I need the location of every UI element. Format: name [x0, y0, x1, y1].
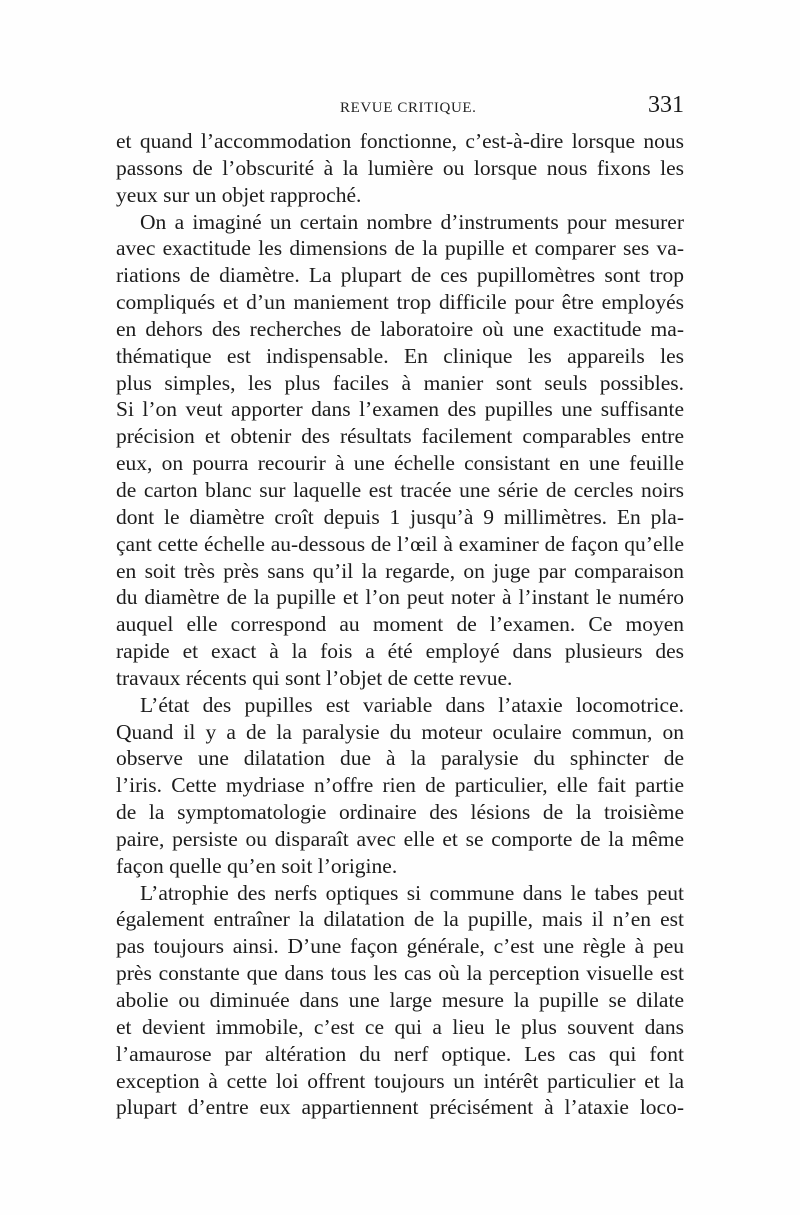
body-text	[116, 128, 684, 1121]
text-line: paire, persiste ou disparaît avec elle et se comporte de la même	[116, 826, 684, 851]
text-line: du diamètre de la pupille et l’on peut noter à l’instant le numéro	[116, 585, 684, 610]
text-line: compliqués et d’un maniement trop difficile pour être employés	[116, 290, 684, 315]
text-line: façon quelle qu’en soit l’origine.	[116, 853, 398, 878]
text-line: et devient immobile, c’est ce qui a lieu le plus souvent dans	[116, 1014, 684, 1039]
text-line: de carton blanc sur laquelle est tracée une série de cercles noirs	[116, 477, 684, 502]
text-line: près constante que dans tous les cas où la perception visuelle est	[116, 961, 684, 986]
text-line: travaux récents qui sont l’objet de cette revue.	[116, 665, 513, 690]
text-line: thématique est indispensable. En clinique les appareils les	[116, 343, 684, 368]
text-line: L’état des pupilles est variable dans l’ataxie locomotrice.	[140, 692, 684, 717]
text-line: et quand l’accommodation fonctionne, c’est-à-dire lorsque nous	[116, 129, 684, 153]
text-line: On a imaginé un certain nombre d’instruments pour mesurer	[140, 209, 684, 234]
text-line: Si l’on veut apporter dans l’examen des pupilles une suffisante	[116, 397, 684, 422]
text-line: observe une dilatation due à la paralysie du sphincter de	[116, 746, 684, 771]
text-line: riations de diamètre. La plupart de ces pupillomètres sont trop	[116, 263, 684, 288]
text-line: avec exactitude les dimensions de la pupille et comparer ses va-	[116, 236, 684, 261]
text-line: précision et obtenir des résultats facilement comparables entre	[116, 424, 684, 449]
text-line: pas toujours ainsi. D’une façon générale, c’est une règle à peu	[116, 934, 684, 959]
text-line: Quand il y a de la paralysie du moteur oculaire commun, on	[116, 719, 684, 744]
running-header	[116, 92, 684, 122]
text-line: eux, on pourra recourir à une échelle consistant en une feuille	[116, 451, 684, 476]
text-line: L’atrophie des nerfs optiques si commune dans le tabes peut	[140, 880, 684, 905]
running-title: REVUE CRITIQUE.	[340, 100, 477, 116]
text-line: çant cette échelle au-dessous de l’œil à examiner de façon qu’elle	[116, 531, 684, 556]
text-line: l’amaurose par altération du nerf optique. Les cas qui font	[116, 1041, 684, 1066]
text-line: plus simples, les plus faciles à manier sont seuls possibles.	[116, 370, 684, 395]
text-line: également entraîner la dilatation de la pupille, mais il n’en est	[116, 907, 684, 932]
text-line: en soit très près sans qu’il la regarde, on juge par comparaison	[116, 558, 684, 583]
text-line: yeux sur un objet rapproché.	[116, 182, 362, 207]
text-line: dont le diamètre croît depuis 1 jusqu’à 9 millimètres. En pla-	[116, 504, 684, 529]
page-number: 331	[648, 92, 684, 118]
text-line: rapide et exact à la fois a été employé dans plusieurs des	[116, 639, 684, 664]
text-line: exception à cette loi offrent toujours un intérêt particulier et la	[116, 1068, 684, 1093]
text-line: de la symptomatologie ordinaire des lésions de la troisième	[116, 800, 684, 825]
text-line: l’iris. Cette mydriase n’offre rien de particulier, elle fait partie	[116, 773, 684, 798]
text-line: en dehors des recherches de laboratoire où une exactitude ma-	[116, 316, 684, 341]
text-line: auquel elle correspond au moment de l’examen. Ce moyen	[116, 612, 684, 637]
text-line: abolie ou diminuée dans une large mesure la pupille se dilate	[116, 988, 684, 1012]
text-line: plupart d’entre eux appartiennent précisément à l’ataxie loco-	[116, 1095, 684, 1120]
text-line: passons de l’obscurité à la lumière ou lorsque nous fixons les	[116, 155, 684, 180]
